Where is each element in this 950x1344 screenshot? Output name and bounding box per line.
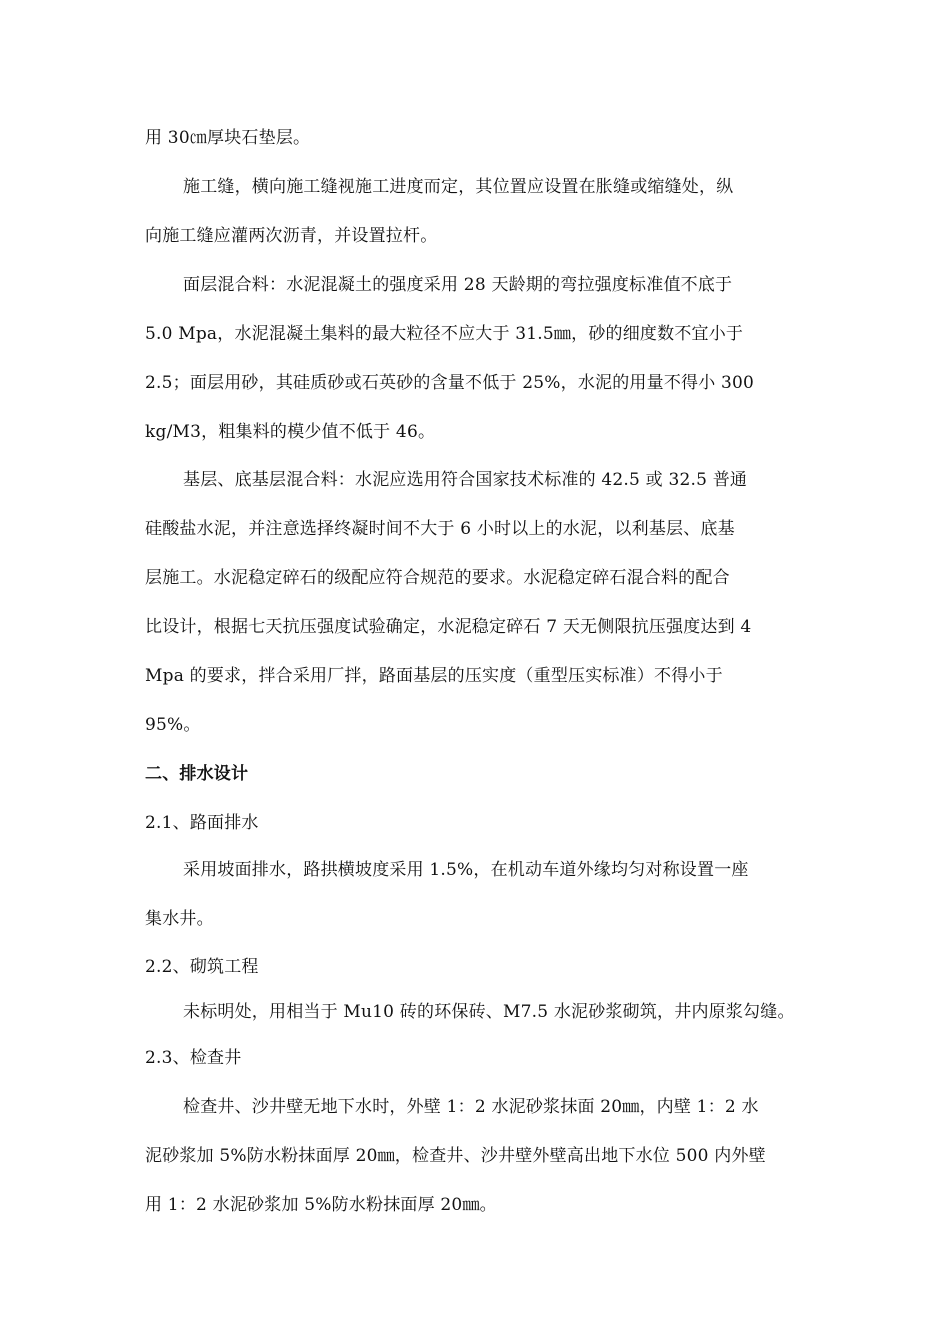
paragraph-line: 基层、底基层混合料：水泥应选用符合国家技术标准的 42.5 或 32.5 普通	[183, 470, 748, 490]
paragraph-line: kg/M3，粗集料的模少值不低于 46。	[145, 422, 436, 442]
paragraph-line: 层施工。水泥稳定碎石的级配应符合规范的要求。水泥稳定碎石混合料的配合	[145, 568, 730, 588]
paragraph-line: 集水井。	[145, 909, 214, 929]
paragraph-line: 面层混合料：水泥混凝土的强度采用 28 天龄期的弯拉强度标准值不底于	[183, 275, 733, 295]
paragraph-line: 5.0 Mpa，水泥混凝土集料的最大粒径不应大于 31.5㎜，砂的细度数不宜小于	[145, 324, 744, 344]
paragraph-line: 用 1：2 水泥砂浆加 5%防水粉抹面厚 20㎜。	[145, 1195, 497, 1215]
section-heading: 二、排水设计	[145, 764, 249, 784]
paragraph-line: 硅酸盐水泥，并注意选择终凝时间不大于 6 小时以上的水泥，以利基层、底基	[145, 519, 735, 539]
paragraph-line: 泥砂浆加 5%防水粉抹面厚 20㎜，检查井、沙井壁外壁高出地下水位 500 内外壁	[145, 1146, 766, 1166]
subsection-heading: 2.1、路面排水	[145, 813, 259, 833]
paragraph-line: 比设计，根据七天抗压强度试验确定，水泥稳定碎石 7 天无侧限抗压强度达到 4	[145, 617, 752, 637]
paragraph-line: 2.5；面层用砂，其硅质砂或石英砂的含量不低于 25%，水泥的用量不得小 300	[145, 373, 755, 393]
paragraph-line: 向施工缝应灌两次沥青，并设置拉杆。	[145, 226, 438, 246]
paragraph-line: Mpa 的要求，拌合采用厂拌，路面基层的压实度（重型压实标准）不得小于	[145, 666, 723, 686]
paragraph-line: 检查井、沙井壁无地下水时，外壁 1：2 水泥砂浆抹面 20㎜，内壁 1：2 水	[183, 1097, 759, 1117]
paragraph-line: 采用坡面排水，路拱横坡度采用 1.5%，在机动车道外缘均匀对称设置一座	[183, 860, 749, 880]
subsection-heading: 2.3、检查井	[145, 1048, 242, 1068]
paragraph-line: 施工缝，横向施工缝视施工进度而定，其位置应设置在胀缝或缩缝处，纵	[183, 177, 734, 197]
paragraph-line: 未标明处，用相当于 Mu10 砖的环保砖、M7.5 水泥砂浆砌筑，井内原浆勾缝。	[183, 1002, 795, 1022]
subsection-heading: 2.2、砌筑工程	[145, 957, 259, 977]
paragraph-line: 用 30㎝厚块石垫层。	[145, 128, 311, 148]
paragraph-line: 95%。	[145, 715, 201, 735]
